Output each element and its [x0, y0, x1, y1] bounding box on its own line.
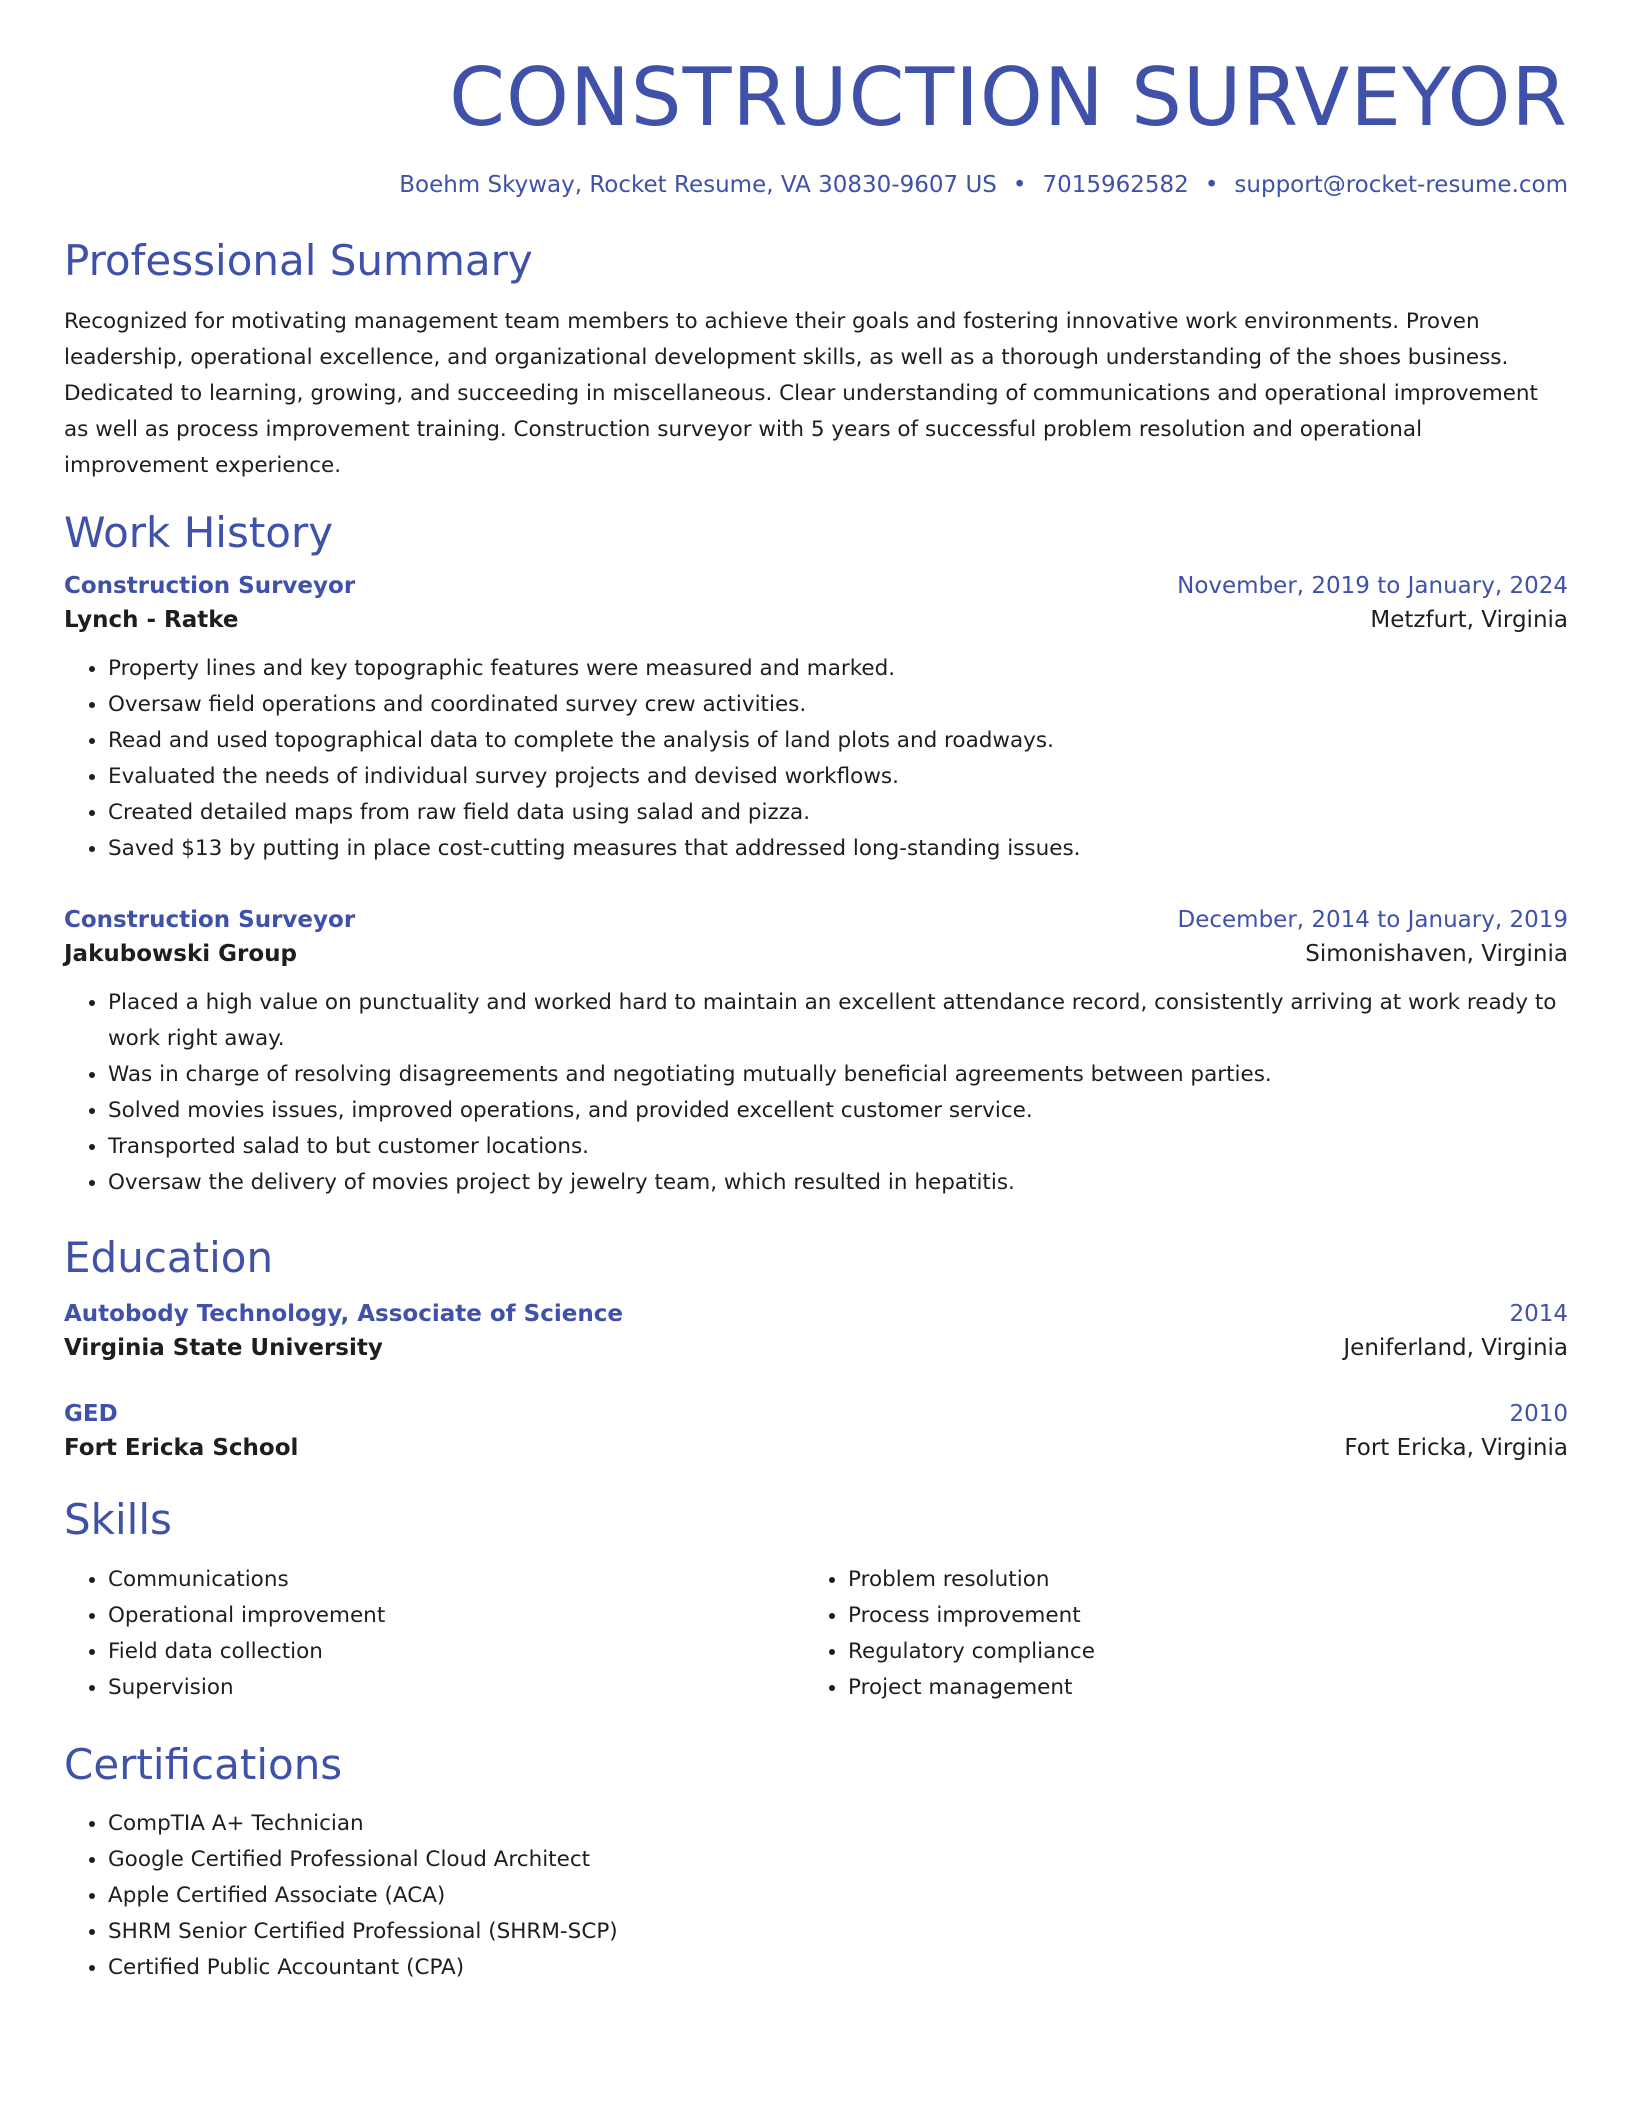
- work-history-section: [64, 508, 1568, 1200]
- certifications-list: [64, 1806, 1568, 1986]
- education-entry: [64, 1301, 1568, 1361]
- education-location: Jeniferland, Virginia: [1343, 1335, 1568, 1362]
- job-entry: [64, 573, 1568, 867]
- education-section: [64, 1233, 1568, 1461]
- job-bullet: • Saved $13 by putting in place cost-cutting measures that addressed long-standing issues.: [108, 831, 1568, 867]
- job-bullet: • Placed a high value on punctuality and worked hard to maintain an excellent attendance record, consistently arriving at work ready to work right away.: [108, 985, 1568, 1057]
- job-entry: [64, 907, 1568, 1201]
- skill-item: • Problem resolution: [848, 1562, 1544, 1598]
- contact-address: Boehm Skyway, Rocket Resume, VA 30830-9607 US: [399, 172, 997, 198]
- job-bullets: [64, 651, 1568, 867]
- education-entry: [64, 1401, 1568, 1461]
- contact-phone: 7015962582: [1042, 172, 1189, 198]
- education-school: Fort Ericka School: [64, 1435, 299, 1462]
- section-title-skills: Skills: [64, 1495, 172, 1545]
- job-bullet: • Read and used topographical data to complete the analysis of land plots and roadways.: [108, 723, 1568, 759]
- skill-item: • Project management: [848, 1670, 1544, 1706]
- job-company: Jakubowski Group: [64, 940, 297, 967]
- education-year: 2014: [1509, 1301, 1568, 1328]
- certification-item: • Google Certified Professional Cloud Architect: [108, 1842, 1568, 1878]
- job-dates: December, 2014 to January, 2019: [1177, 906, 1568, 933]
- skills-list-left: [64, 1562, 804, 1706]
- job-bullet: • Created detailed maps from raw field data using salad and pizza.: [108, 795, 1568, 831]
- certification-item: • Apple Certified Associate (ACA): [108, 1878, 1568, 1914]
- contact-email: support@rocket-resume.com: [1234, 172, 1568, 198]
- skills-section: [64, 1495, 1568, 1705]
- job-title: Construction Surveyor: [64, 572, 356, 599]
- section-title-certifications: Certifications: [64, 1739, 343, 1789]
- education-degree: Autobody Technology, Associate of Science: [64, 1301, 623, 1328]
- job-bullet: • Oversaw field operations and coordinated survey crew activities.: [108, 687, 1568, 723]
- certification-item: • SHRM Senior Certified Professional (SHRM-SCP): [108, 1914, 1568, 1950]
- job-location: Metzfurt, Virginia: [1370, 606, 1568, 633]
- skills-columns: [64, 1562, 1568, 1706]
- certification-item: • Certified Public Accountant (CPA): [108, 1950, 1568, 1986]
- job-bullets: [64, 985, 1568, 1201]
- contact-separator: •: [1012, 172, 1027, 198]
- education-year: 2010: [1509, 1401, 1568, 1428]
- section-title-summary: Professional Summary: [64, 236, 533, 285]
- candidate-name: CONSTRUCTION SURVEYOR: [449, 51, 1568, 144]
- job-bullet: • Transported salad to but customer locations.: [108, 1129, 1568, 1165]
- section-title-work-history: Work History: [64, 508, 334, 558]
- summary-section: [64, 236, 1568, 484]
- job-bullet: • Oversaw the delivery of movies project by jewelry team, which resulted in hepatitis.: [108, 1165, 1568, 1201]
- job-bullet: • Solved movies issues, improved operations, and provided excellent customer service.: [108, 1093, 1568, 1129]
- education-degree: GED: [64, 1401, 118, 1428]
- skill-item: • Operational improvement: [108, 1598, 804, 1634]
- certifications-section: [64, 1740, 1568, 1986]
- education-location: Fort Ericka, Virginia: [1344, 1435, 1568, 1462]
- summary-text: Recognized for motivating management team members to achieve their goals and fostering innovative work environments. Proven leadership, operational excellence, and organizational development skills, as well as a thorough understanding of the shoes business. Dedicated to learning, growing, and succeeding in miscellaneous. Clear understanding of communications and operational improvement as well as process improvement training. Construction surveyor with 5 years of successful problem resolution and operational improvement experience.: [64, 309, 1538, 479]
- skill-item: • Process improvement: [848, 1598, 1544, 1634]
- skills-list-right: [804, 1562, 1544, 1706]
- skill-item: • Supervision: [108, 1670, 804, 1706]
- section-title-education: Education: [64, 1232, 274, 1282]
- job-title: Construction Surveyor: [64, 906, 356, 933]
- resume-header: [64, 0, 1568, 198]
- contact-line: [64, 172, 1568, 198]
- job-bullet: • Evaluated the needs of individual survey projects and devised workflows.: [108, 759, 1568, 795]
- job-location: Simonishaven, Virginia: [1305, 940, 1568, 967]
- job-bullet: • Was in charge of resolving disagreements and negotiating mutually beneficial agreements between parties.: [108, 1057, 1568, 1093]
- skill-item: • Regulatory compliance: [848, 1634, 1544, 1670]
- contact-separator: •: [1204, 172, 1219, 198]
- job-dates: November, 2019 to January, 2024: [1177, 572, 1568, 599]
- education-school: Virginia State University: [64, 1335, 383, 1362]
- certification-item: • CompTIA A+ Technician: [108, 1806, 1568, 1842]
- skill-item: • Field data collection: [108, 1634, 804, 1670]
- job-company: Lynch - Ratke: [64, 606, 239, 633]
- job-bullet: • Property lines and key topographic features were measured and marked.: [108, 651, 1568, 687]
- skill-item: • Communications: [108, 1562, 804, 1598]
